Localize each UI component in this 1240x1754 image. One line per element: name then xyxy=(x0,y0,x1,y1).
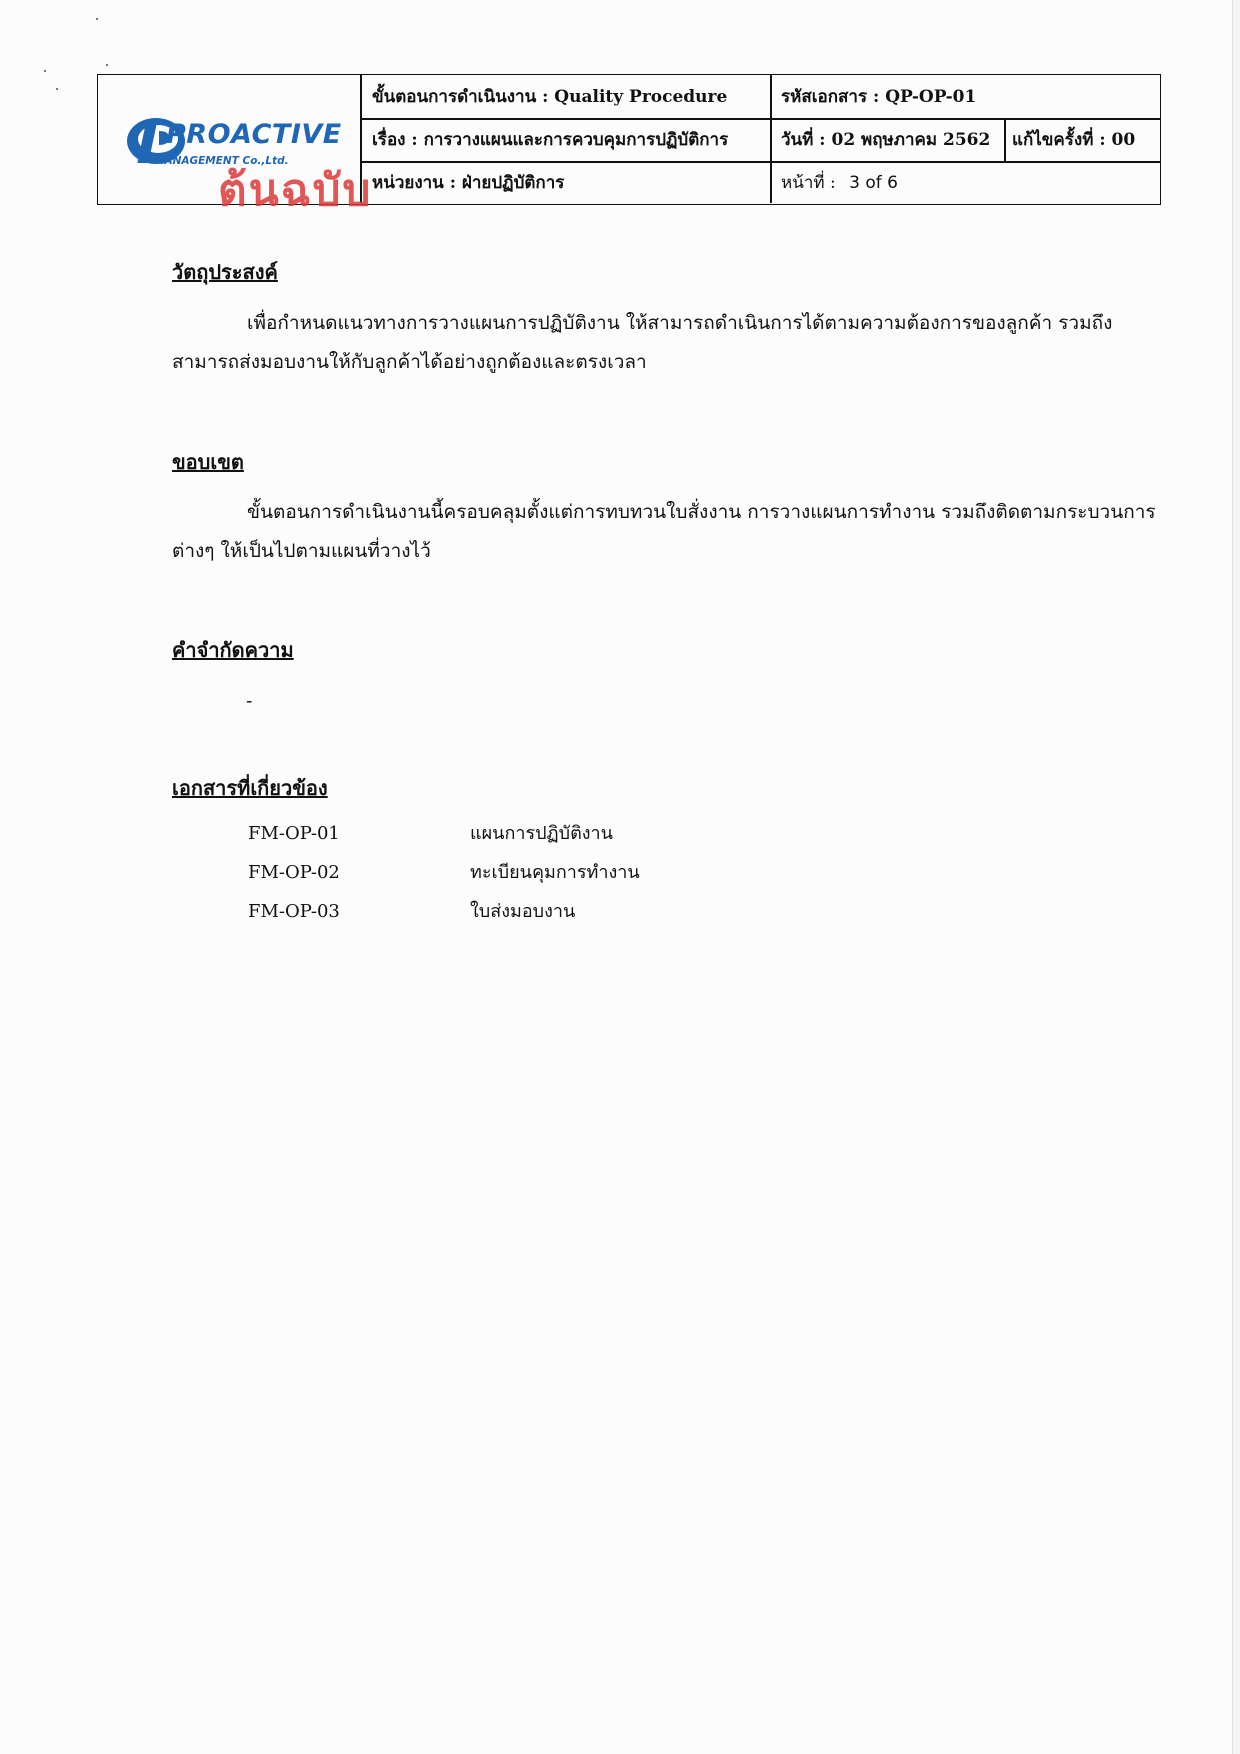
document-name-cell: แผนการปฏิบัติงาน xyxy=(470,823,613,844)
logo-wordmark: PROACTIVE xyxy=(166,119,342,150)
related-documents-heading: เอกสารที่เกี่ยวข้อง xyxy=(172,776,328,800)
related-document-row xyxy=(248,857,640,886)
procedure-title: ขั้นตอนการดำเนินงาน : Quality Procedure xyxy=(372,87,728,107)
scan-speck xyxy=(96,18,98,20)
document-name-cell: ทะเบียนคุมการทำงาน xyxy=(470,862,640,883)
definitions-heading: คำจำกัดความ xyxy=(172,638,294,662)
logo-subtext: MANAGEMENT Co.,Ltd. xyxy=(154,155,289,167)
scope-text: ขั้นตอนการดำเนินงานนี้ครอบคลุมตั้งแต่การทบทวนใบสั่งงาน การวางแผนการทำงาน รวมถึงติดตามกระบวนการต่างๆ ให้เป็นไปตามแผนที่วางไว้ xyxy=(172,501,1156,562)
objective-text: เพื่อกำหนดแนวทางการวางแผนการปฏิบัติงาน ให้สามารถดำเนินการได้ตามความต้องการของลูกค้า รวมถึงสามารถส่งมอบงานให้กับลูกค้าได้อย่างถูกต้องและตรงเวลา xyxy=(172,312,1113,373)
page-label: หน้าที่ : xyxy=(781,173,836,193)
scan-speck xyxy=(106,64,108,66)
document-code: รหัสเอกสาร : QP-OP-01 xyxy=(781,87,977,107)
page-number xyxy=(781,173,898,193)
scan-speck xyxy=(44,70,46,72)
scan-speck xyxy=(56,88,58,90)
original-copy-stamp: ต้นฉบับ xyxy=(218,165,373,216)
document-subject: เรื่อง : การวางแผนและการควบคุมการปฏิบัติการ xyxy=(372,130,729,150)
document-header-table xyxy=(97,74,1161,216)
department: หน่วยงาน : ฝ่ายปฏิบัติการ xyxy=(372,173,565,193)
definitions-text: - xyxy=(246,690,253,712)
document-code-cell: FM-OP-02 xyxy=(248,862,340,883)
document-code-cell: FM-OP-03 xyxy=(248,901,340,922)
scope-heading: ขอบเขต xyxy=(172,450,244,474)
related-document-row xyxy=(248,818,613,847)
page-value: 3 of 6 xyxy=(849,173,898,193)
document-code-cell: FM-OP-01 xyxy=(248,823,340,844)
related-document-row xyxy=(248,896,575,925)
document-date: วันที่ : 02 พฤษภาคม 2562 xyxy=(781,130,991,150)
revision-number: แก้ไขครั้งที่ : 00 xyxy=(1012,130,1136,150)
objective-heading: วัตถุประสงค์ xyxy=(172,260,278,284)
document-name-cell: ใบส่งมอบงาน xyxy=(470,901,576,922)
